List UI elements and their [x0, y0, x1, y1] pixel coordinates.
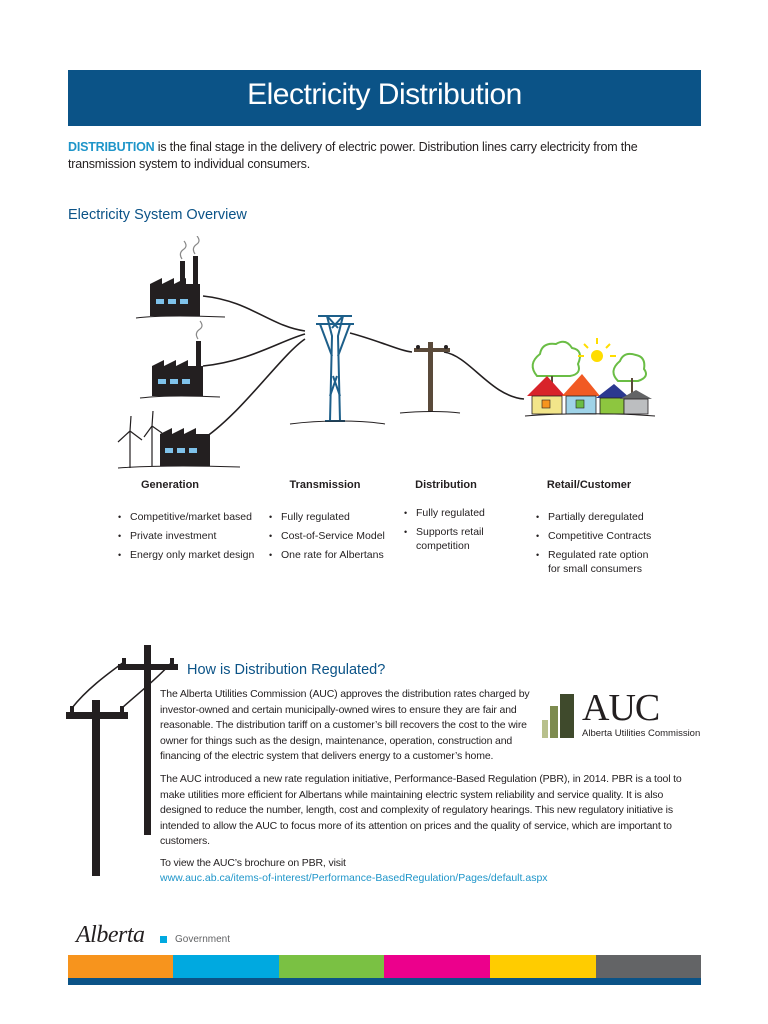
brochure-intro-text: To view the AUC’s brochure on PBR, visit — [160, 857, 346, 869]
footer-bar — [68, 978, 701, 985]
auc-logo-mark-icon — [540, 692, 576, 740]
factory-icon — [118, 428, 240, 468]
list-item: • Competitive/market based — [115, 510, 265, 524]
list-item: • Private investment — [115, 529, 265, 543]
distribution-bullet-list — [401, 506, 501, 558]
intro-keyword: DISTRIBUTION — [68, 140, 155, 154]
list-item: • Partially deregulated — [533, 510, 663, 524]
footer-color-block — [173, 955, 279, 978]
regulation-paragraph-1: The Alberta Utilities Commission (AUC) approves the distribution rates charged by investor-owned and certain municipally-owned wires to ensure they are fair and reasonable. The distribution tariff on a customer’s bill recovers the cost to the wire owner for things such as the design, maintenance, operation, construction and financing of the electric system that delivers energy to a customer’s home. — [160, 688, 530, 762]
transmission-bullet-list — [266, 510, 396, 567]
pbr-brochure-link[interactable]: www.auc.ab.ca/items-of-interest/Performance-BasedRegulation/Pages/default.aspx — [160, 872, 548, 884]
column-title-transmission: Transmission — [289, 479, 361, 491]
list-item: • Regulated rate option for small consumers — [533, 548, 663, 576]
auc-acronym: AUC — [582, 687, 660, 729]
factory-icon — [140, 321, 220, 398]
footer-color-block — [490, 955, 596, 978]
list-item: • Fully regulated — [401, 506, 501, 520]
list-item: • Competitive Contracts — [533, 529, 663, 543]
column-title-distribution: Distribution — [415, 479, 477, 491]
column-title-retail: Retail/Customer — [546, 479, 632, 491]
retail-bullet-list — [533, 510, 663, 581]
page-title: Electricity Distribution — [247, 78, 522, 111]
intro-text: is the final stage in the delivery of electric power. Distribution lines carry electricity from the transmission system to individual consumers. — [68, 140, 638, 171]
footer-color-block — [279, 955, 384, 978]
list-item: • Energy only market design — [115, 548, 265, 562]
overview-heading: Electricity System Overview — [68, 207, 247, 223]
houses-icon — [525, 338, 655, 416]
auc-logo — [540, 688, 705, 743]
factory-icon — [136, 236, 225, 318]
footer-color-block — [68, 955, 173, 978]
list-item: • Cost-of-Service Model — [266, 529, 396, 543]
footer-color-block — [596, 955, 701, 978]
alberta-wordmark: Alberta — [76, 922, 145, 948]
alberta-wordmark-square — [160, 936, 167, 943]
list-item: • Supports retail competition — [401, 525, 501, 553]
transmission-tower-icon — [316, 316, 354, 421]
electricity-system-illustration — [100, 236, 670, 476]
regulation-heading: How is Distribution Regulated? — [187, 662, 386, 678]
footer-color-block — [384, 955, 490, 978]
list-item: • One rate for Albertans — [266, 548, 396, 562]
government-label: Government — [175, 934, 231, 945]
column-title-generation: Generation — [140, 479, 200, 491]
wind-turbine-icon — [118, 411, 162, 468]
intro-paragraph — [68, 139, 708, 173]
regulation-paragraph-2: The AUC introduced a new rate regulation initiative, Performance-Based Regulation (PBR), in 2014. PBR is a tool to make utilities more efficient for Albertans while maintaining electric system reliability and service quality. It is also designed to reduce the number, length, cost and complexity of regulatory hearings. This new regulatory initiative is intended to allow the AUC to focus more of its attention on prices and the quality of service, which are important to customers. — [160, 773, 682, 847]
generation-bullet-list — [115, 510, 265, 567]
title-banner — [68, 70, 701, 126]
auc-full-name: Alberta Utilities Commission — [582, 728, 701, 739]
list-item: • Fully regulated — [266, 510, 396, 524]
